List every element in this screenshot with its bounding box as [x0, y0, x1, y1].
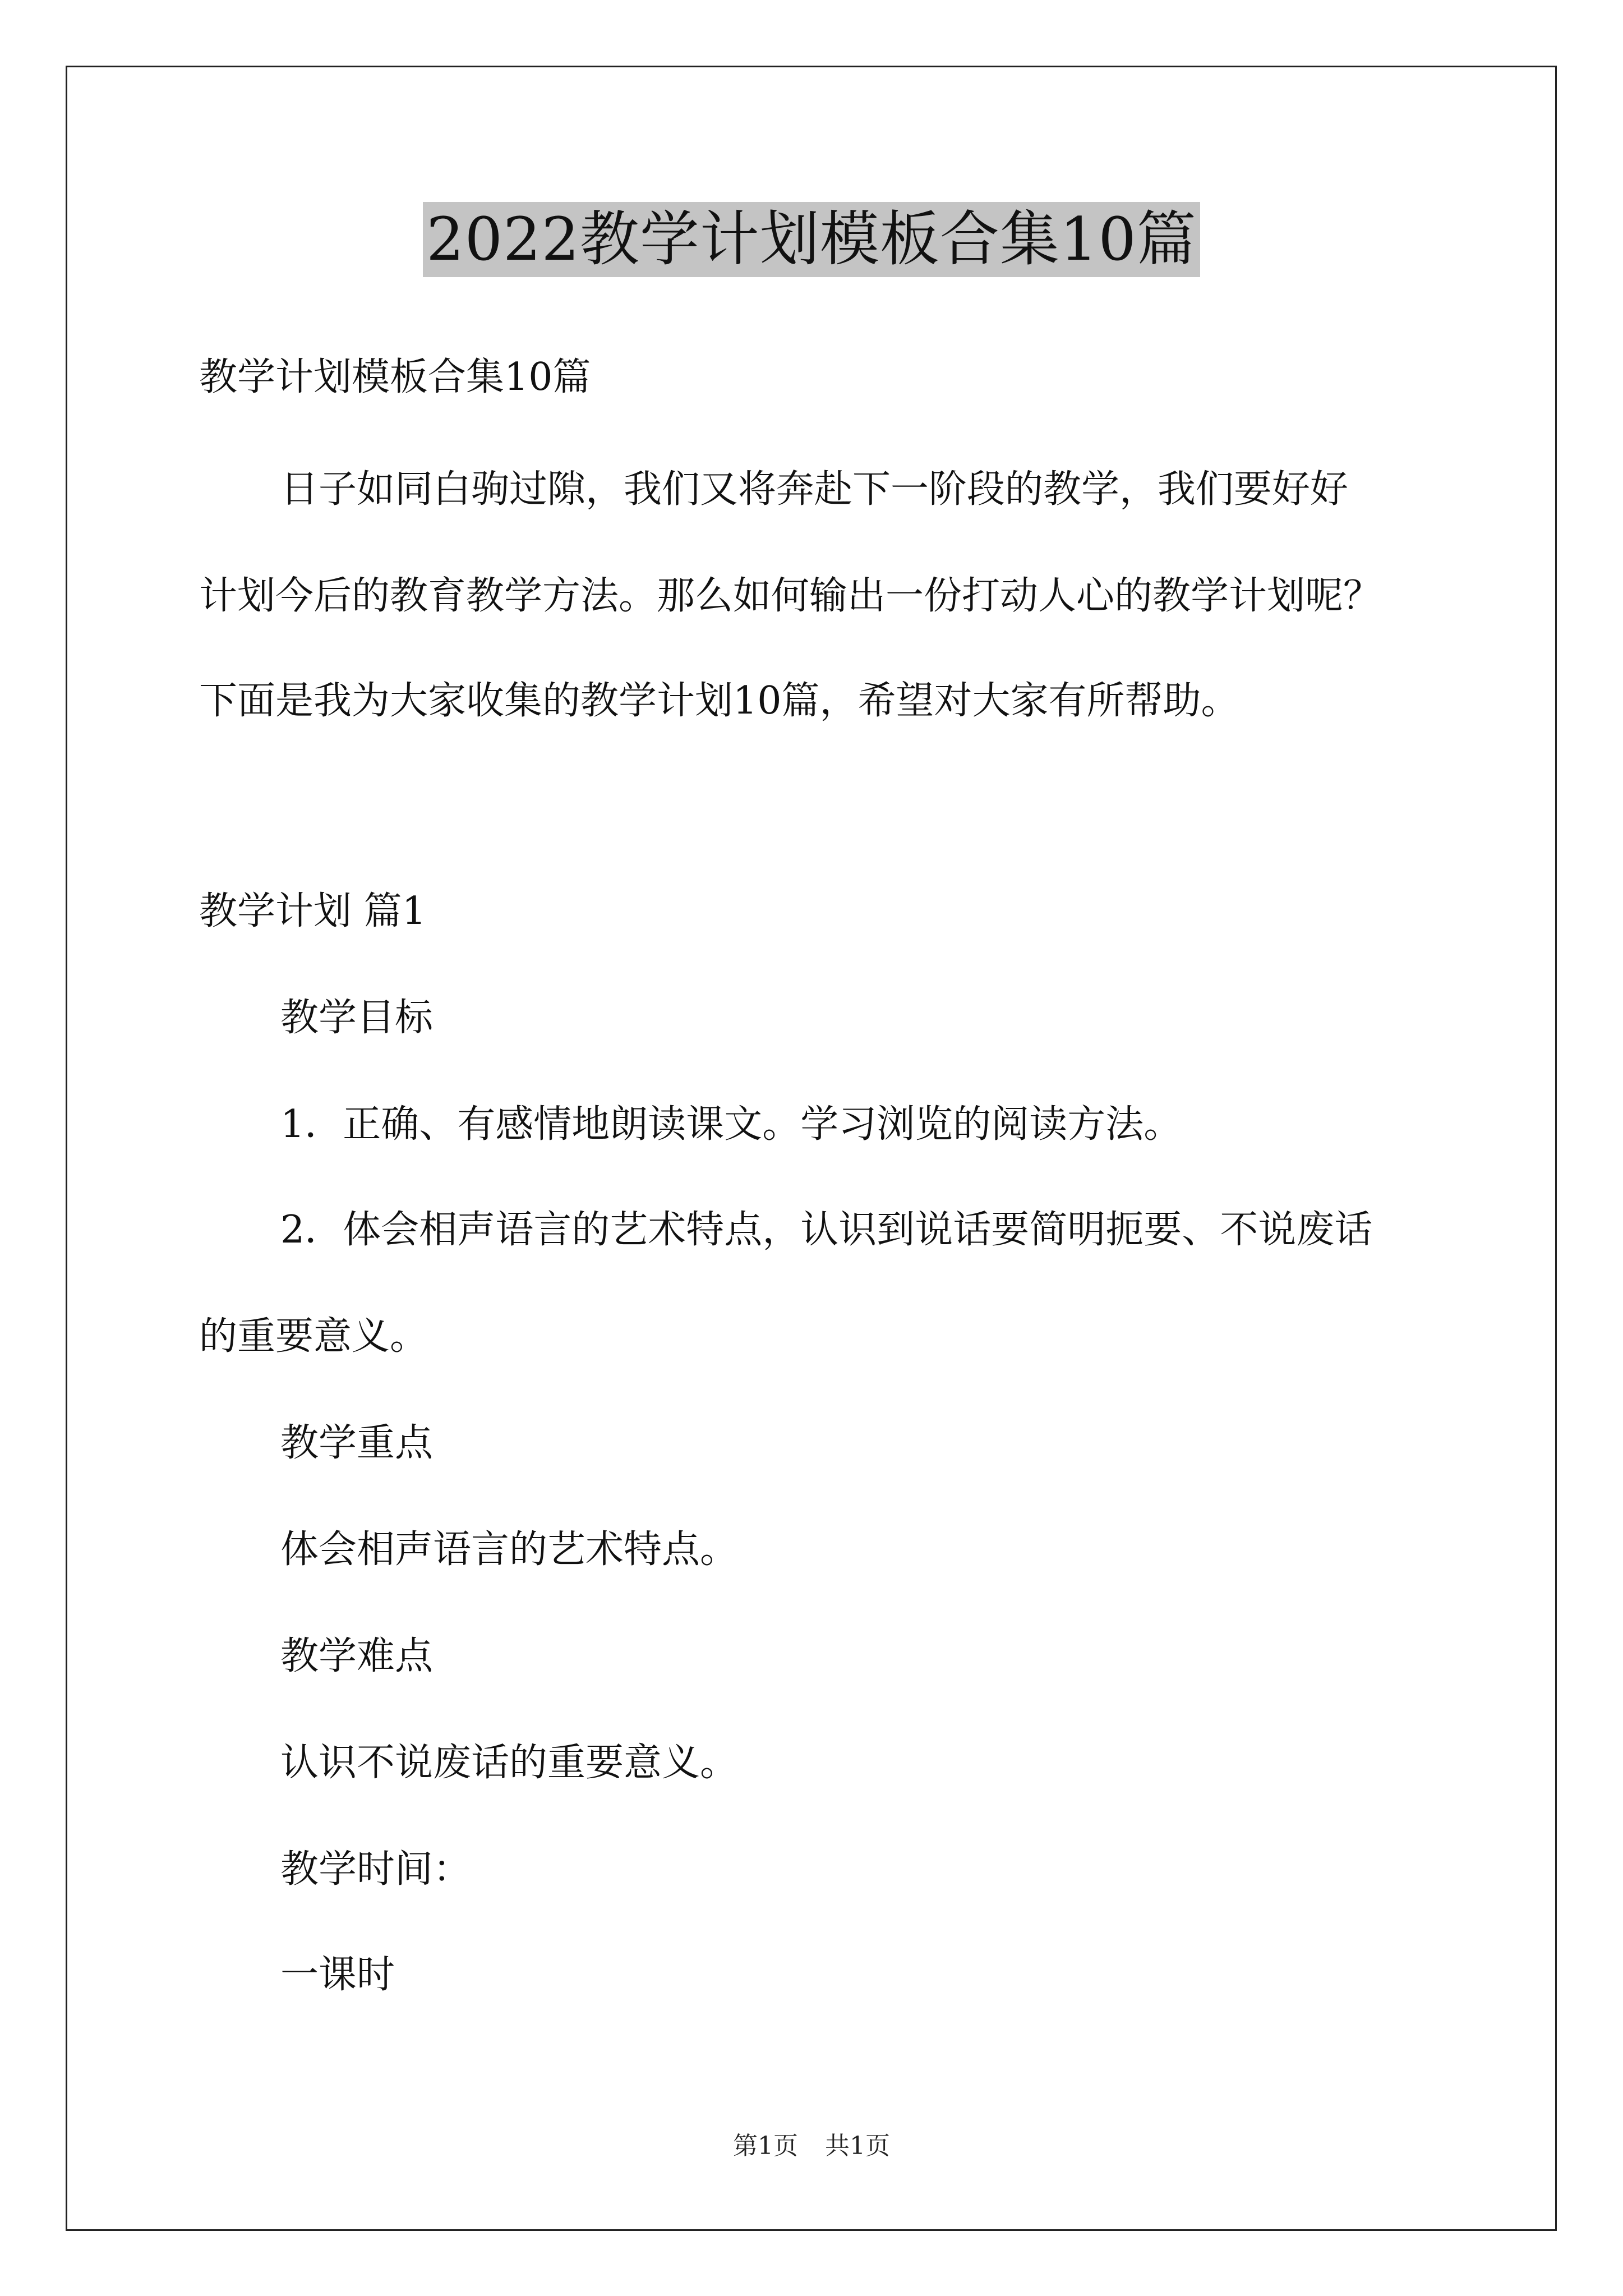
- document-title: 2022教学计划模板合集10篇: [423, 202, 1200, 277]
- document-subtitle: 教学计划模板合集10篇: [199, 355, 591, 399]
- page-current: 第1页: [733, 2132, 798, 2160]
- key-point-text: 体会相声语言的艺术特点。: [280, 1527, 739, 1572]
- objective-item-2-line-1: 2．体会相声语言的艺术特点，认识到说话要简明扼要、不说废话: [280, 1208, 1373, 1252]
- objective-item-2-line-2: 的重要意义。: [199, 1314, 428, 1359]
- objectives-heading: 教学目标: [280, 996, 434, 1040]
- difficulty-heading: 教学难点: [280, 1634, 434, 1678]
- objective-item-1: 1．正确、有感情地朗读课文。学习浏览的阅读方法。: [280, 1102, 1182, 1147]
- key-point-heading: 教学重点: [280, 1421, 434, 1465]
- page-total: 共1页: [825, 2132, 890, 2160]
- intro-line-3: 下面是我为大家收集的教学计划10篇，希望对大家有所帮助。: [199, 679, 1239, 723]
- title-container: [0, 202, 1623, 277]
- time-heading: 教学时间：: [280, 1847, 472, 1892]
- intro-line-2: 计划今后的教育教学方法。那么如何输出一份打动人心的教学计划呢？: [199, 574, 1382, 618]
- intro-line-1: 日子如同白驹过隙，我们又将奔赴下一阶段的教学，我们要好好: [280, 467, 1349, 512]
- time-value: 一课时: [280, 1953, 395, 1997]
- difficulty-text: 认识不说废话的重要意义。: [280, 1741, 739, 1785]
- page-footer: [0, 2129, 1623, 2163]
- section-heading: 教学计划 篇1: [199, 889, 426, 933]
